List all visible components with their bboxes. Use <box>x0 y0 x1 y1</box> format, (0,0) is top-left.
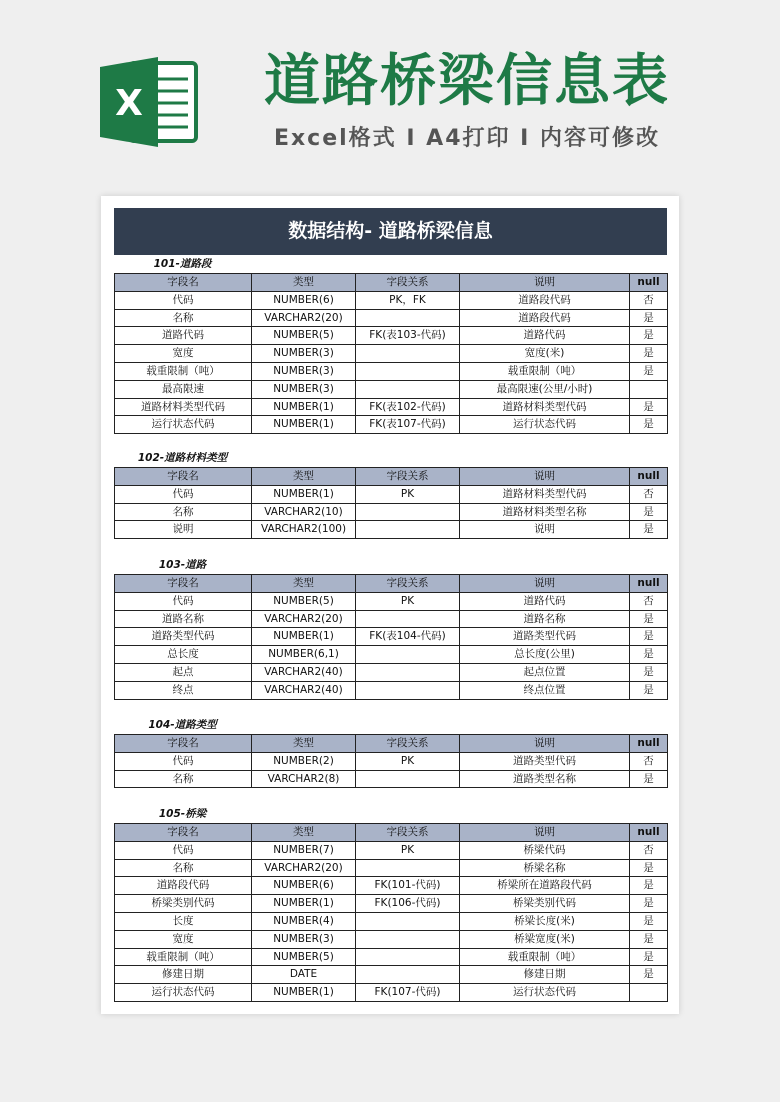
table-row <box>115 681 668 699</box>
table-cell: 桥梁所在道路段代码 <box>460 877 630 895</box>
table-cell: 代码 <box>115 841 252 859</box>
column-header: 类型 <box>252 735 356 753</box>
field-table <box>114 823 668 1002</box>
table-cell: FK(107-代码) <box>356 984 460 1002</box>
table-cell: VARCHAR2(8) <box>252 770 356 788</box>
table-cell: 是 <box>630 681 668 699</box>
section-label: 102-道路材料类型 <box>137 452 228 464</box>
table-cell: FK(106-代码) <box>356 895 460 913</box>
table-cell: 道路材料类型代码 <box>460 398 630 416</box>
table-cell: 总长度 <box>115 646 252 664</box>
table-row <box>115 841 668 859</box>
table-cell: 桥梁类别代码 <box>115 895 252 913</box>
table-cell: 说明 <box>460 521 630 539</box>
table-cell: 载重限制（吨） <box>460 948 630 966</box>
column-header: 说明 <box>460 824 630 842</box>
table-cell: 是 <box>630 309 668 327</box>
table-cell <box>356 521 460 539</box>
table-cell <box>356 503 460 521</box>
table-cell: NUMBER(1) <box>252 485 356 503</box>
table-row <box>115 592 668 610</box>
column-header: 说明 <box>460 575 630 593</box>
table-cell: 桥梁宽度(米) <box>460 930 630 948</box>
table-row <box>115 416 668 434</box>
table-cell: 代码 <box>115 485 252 503</box>
table-cell: 终点位置 <box>460 681 630 699</box>
table-cell: VARCHAR2(20) <box>252 309 356 327</box>
table-cell: VARCHAR2(10) <box>252 503 356 521</box>
table-cell: VARCHAR2(100) <box>252 521 356 539</box>
column-header: 字段关系 <box>356 575 460 593</box>
table-cell: FK(表104-代码) <box>356 628 460 646</box>
table-cell: 道路段代码 <box>460 309 630 327</box>
table-cell <box>356 770 460 788</box>
field-table <box>114 574 668 700</box>
column-header: null <box>630 735 668 753</box>
table-row <box>115 503 668 521</box>
table-cell: VARCHAR2(20) <box>252 859 356 877</box>
table-cell: 道路材料类型代码 <box>460 485 630 503</box>
table-cell: VARCHAR2(40) <box>252 663 356 681</box>
table-cell: 否 <box>630 485 668 503</box>
table-cell <box>356 362 460 380</box>
table-cell: 是 <box>630 930 668 948</box>
table-cell <box>356 912 460 930</box>
table-row <box>115 345 668 363</box>
table-cell: 宽度(米) <box>460 345 630 363</box>
table-cell: 宽度 <box>115 930 252 948</box>
table-cell <box>356 966 460 984</box>
field-table <box>114 734 668 788</box>
column-header: 字段名 <box>115 274 252 292</box>
table-cell: 道路类型代码 <box>460 752 630 770</box>
section-label: 101-道路段 <box>153 258 212 270</box>
table-cell: 宽度 <box>115 345 252 363</box>
table-cell: NUMBER(2) <box>252 752 356 770</box>
table-cell: NUMBER(1) <box>252 416 356 434</box>
table-cell: 桥梁名称 <box>460 859 630 877</box>
table-cell: 道路段代码 <box>460 291 630 309</box>
table-cell: VARCHAR2(20) <box>252 610 356 628</box>
table-cell: PK <box>356 485 460 503</box>
table-cell: 道路段代码 <box>115 877 252 895</box>
table-cell: 代码 <box>115 752 252 770</box>
page-subtitle: Excel格式 I A4打印 I 内容可修改 <box>273 126 661 151</box>
column-header: 类型 <box>252 468 356 486</box>
table-row <box>115 966 668 984</box>
table-cell: 否 <box>630 291 668 309</box>
table-cell: 代码 <box>115 592 252 610</box>
table-row <box>115 362 668 380</box>
table-row <box>115 752 668 770</box>
table-row <box>115 628 668 646</box>
table-cell: 是 <box>630 345 668 363</box>
table-header-row <box>115 735 668 753</box>
table-cell: NUMBER(3) <box>252 930 356 948</box>
table-row <box>115 663 668 681</box>
table-cell: 最高限速(公里/小时) <box>460 380 630 398</box>
column-header: null <box>630 575 668 593</box>
table-cell: 名称 <box>115 770 252 788</box>
table-cell: DATE <box>252 966 356 984</box>
table-cell: 否 <box>630 841 668 859</box>
table-cell: 起点 <box>115 663 252 681</box>
table-cell <box>356 345 460 363</box>
table-row <box>115 291 668 309</box>
column-header: null <box>630 274 668 292</box>
table-row <box>115 646 668 664</box>
table-cell: 道路类型代码 <box>460 628 630 646</box>
table-cell: 道路材料类型名称 <box>460 503 630 521</box>
table-cell: 道路类型代码 <box>115 628 252 646</box>
field-table <box>114 273 668 434</box>
table-cell: 是 <box>630 646 668 664</box>
table-cell: 代码 <box>115 291 252 309</box>
table-cell: 是 <box>630 362 668 380</box>
table-cell: 是 <box>630 416 668 434</box>
table-row <box>115 327 668 345</box>
table-cell <box>630 984 668 1002</box>
table-cell: NUMBER(5) <box>252 327 356 345</box>
table-cell: 道路代码 <box>115 327 252 345</box>
sheet-title: 数据结构- 道路桥梁信息 <box>114 208 667 255</box>
table-cell: 长度 <box>115 912 252 930</box>
table-cell: 修建日期 <box>115 966 252 984</box>
table-cell: FK(101-代码) <box>356 877 460 895</box>
table-row <box>115 859 668 877</box>
table-row <box>115 877 668 895</box>
table-cell: 是 <box>630 398 668 416</box>
table-cell <box>356 309 460 327</box>
table-cell: 起点位置 <box>460 663 630 681</box>
table-cell <box>356 380 460 398</box>
table-cell: 名称 <box>115 859 252 877</box>
table-cell: 是 <box>630 948 668 966</box>
column-header: 字段名 <box>115 575 252 593</box>
table-row <box>115 610 668 628</box>
column-header: 字段名 <box>115 735 252 753</box>
column-header: 说明 <box>460 735 630 753</box>
column-header: 类型 <box>252 274 356 292</box>
column-header: 字段关系 <box>356 274 460 292</box>
table-cell: 道路类型名称 <box>460 770 630 788</box>
column-header: null <box>630 468 668 486</box>
table-row <box>115 770 668 788</box>
table-cell: 是 <box>630 521 668 539</box>
column-header: 说明 <box>460 468 630 486</box>
table-cell: 道路代码 <box>460 592 630 610</box>
table-cell: 运行状态代码 <box>115 984 252 1002</box>
table-row <box>115 948 668 966</box>
column-header: null <box>630 824 668 842</box>
table-header-row <box>115 468 668 486</box>
table-header-row <box>115 575 668 593</box>
table-cell: 是 <box>630 859 668 877</box>
table-cell: 是 <box>630 628 668 646</box>
table-cell <box>356 681 460 699</box>
table-cell: NUMBER(6) <box>252 291 356 309</box>
table-cell: 名称 <box>115 309 252 327</box>
table-cell: NUMBER(4) <box>252 912 356 930</box>
table-cell: 运行状态代码 <box>115 416 252 434</box>
column-header: 字段关系 <box>356 735 460 753</box>
field-table <box>114 467 668 539</box>
logo-letter: X <box>115 83 143 124</box>
table-cell: 道路名称 <box>460 610 630 628</box>
table-cell: 运行状态代码 <box>460 984 630 1002</box>
table-cell: PK <box>356 752 460 770</box>
table-cell: NUMBER(5) <box>252 948 356 966</box>
table-cell: NUMBER(1) <box>252 895 356 913</box>
table-cell: VARCHAR2(40) <box>252 681 356 699</box>
table-cell: 修建日期 <box>460 966 630 984</box>
table-cell: 是 <box>630 912 668 930</box>
table-cell: NUMBER(1) <box>252 984 356 1002</box>
column-header: 字段名 <box>115 824 252 842</box>
table-cell: PK，FK <box>356 291 460 309</box>
table-cell <box>630 380 668 398</box>
table-cell: 运行状态代码 <box>460 416 630 434</box>
table-row <box>115 521 668 539</box>
column-header: 字段关系 <box>356 468 460 486</box>
table-cell: PK <box>356 841 460 859</box>
table-header-row <box>115 824 668 842</box>
table-cell: 道路名称 <box>115 610 252 628</box>
table-cell: 桥梁长度(米) <box>460 912 630 930</box>
column-header: 类型 <box>252 824 356 842</box>
table-cell: 是 <box>630 877 668 895</box>
table-cell: 名称 <box>115 503 252 521</box>
table-row <box>115 398 668 416</box>
table-cell: NUMBER(3) <box>252 362 356 380</box>
page-title: 道路桥梁信息表 <box>264 49 670 114</box>
section-label: 105-桥梁 <box>158 808 207 820</box>
table-cell: FK(表102-代码) <box>356 398 460 416</box>
table-cell: 道路材料类型代码 <box>115 398 252 416</box>
table-cell: 道路代码 <box>460 327 630 345</box>
table-cell: 载重限制（吨） <box>115 362 252 380</box>
table-row <box>115 309 668 327</box>
column-header: 说明 <box>460 274 630 292</box>
section-label: 104-道路类型 <box>148 719 217 731</box>
table-cell: 桥梁类别代码 <box>460 895 630 913</box>
table-cell: NUMBER(5) <box>252 592 356 610</box>
table-cell: 否 <box>630 592 668 610</box>
table-row <box>115 380 668 398</box>
column-header: 类型 <box>252 575 356 593</box>
table-cell <box>356 663 460 681</box>
column-header: 字段关系 <box>356 824 460 842</box>
table-cell: 是 <box>630 663 668 681</box>
table-cell: 是 <box>630 770 668 788</box>
table-cell: NUMBER(3) <box>252 345 356 363</box>
table-cell: NUMBER(6) <box>252 877 356 895</box>
table-cell: 说明 <box>115 521 252 539</box>
table-cell: 总长度(公里) <box>460 646 630 664</box>
table-cell: NUMBER(1) <box>252 628 356 646</box>
table-cell <box>356 948 460 966</box>
section-label: 103-道路 <box>158 559 207 571</box>
table-cell: 否 <box>630 752 668 770</box>
table-cell: NUMBER(1) <box>252 398 356 416</box>
table-cell: NUMBER(3) <box>252 380 356 398</box>
table-cell: 是 <box>630 503 668 521</box>
table-cell: 是 <box>630 327 668 345</box>
table-cell <box>356 930 460 948</box>
table-cell <box>356 646 460 664</box>
table-header-row <box>115 274 668 292</box>
table-row <box>115 485 668 503</box>
table-cell: 是 <box>630 895 668 913</box>
table-row <box>115 912 668 930</box>
table-cell: 最高限速 <box>115 380 252 398</box>
table-cell: 桥梁代码 <box>460 841 630 859</box>
table-cell: PK <box>356 592 460 610</box>
table-cell: NUMBER(7) <box>252 841 356 859</box>
table-cell: FK(表103-代码) <box>356 327 460 345</box>
table-cell: FK(表107-代码) <box>356 416 460 434</box>
table-cell: 是 <box>630 966 668 984</box>
table-cell: 载重限制（吨） <box>115 948 252 966</box>
table-cell: 终点 <box>115 681 252 699</box>
column-header: 字段名 <box>115 468 252 486</box>
table-cell <box>356 610 460 628</box>
table-cell: 是 <box>630 610 668 628</box>
table-cell <box>356 859 460 877</box>
table-row <box>115 895 668 913</box>
excel-logo-icon <box>100 55 198 149</box>
table-cell: NUMBER(6,1) <box>252 646 356 664</box>
table-cell: 载重限制（吨） <box>460 362 630 380</box>
table-row <box>115 930 668 948</box>
table-row <box>115 984 668 1002</box>
